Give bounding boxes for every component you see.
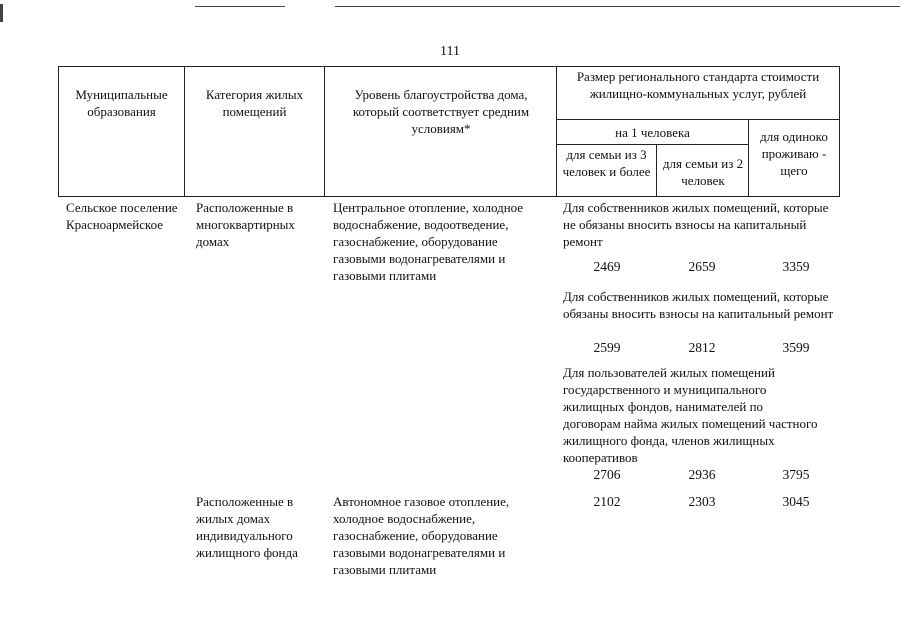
value-single: 3599 [782, 340, 810, 355]
header-amenities: Уровень благоустройства дома, который соответствует средним условиям* [352, 87, 530, 136]
group-label-owners-no-capital-repair: Для собственников жилых помещений, которые не обязаны вносить взносы на капитальный ремонт [563, 200, 829, 249]
header-municipality: Муниципальные образования [75, 87, 168, 119]
value-family3: 2706 [593, 467, 621, 482]
header-standard-size: Размер регионального стандарта стоимости жилищно-коммунальных услуг, рублей [576, 69, 820, 101]
value-family3: 2599 [593, 340, 621, 355]
value-single: 3359 [782, 259, 810, 274]
value-family2: 2303 [688, 494, 716, 509]
group-label-owners-capital-repair: Для собственников жилых помещений, которые обязаны вносить взносы на капитальный ремонт [563, 289, 834, 321]
page-number: 111 [440, 44, 460, 59]
value-single: 3045 [782, 494, 810, 509]
header-family-3: для семьи из 3 человек и более [562, 147, 651, 179]
value-family3: 2469 [593, 259, 621, 274]
scan-artifact-edge [0, 4, 3, 22]
scan-artifact-line [335, 6, 900, 7]
amenities-individual-houses: Автономное газовое отопление, холодное водоснабжение, газоснабжение, оборудование газовыми водонагревателями и газовыми плитами [333, 494, 510, 577]
value-family2: 2812 [688, 340, 716, 355]
category-apartment-buildings: Расположенные в многоквартирных домах [196, 200, 295, 249]
amenities-apartment-buildings: Центральное отопление, холодное водоснабжение, водоотведение, газоснабжение, оборудование газовыми водонагревателями и газовыми плитами [333, 200, 524, 283]
value-family2: 2936 [688, 467, 716, 482]
category-individual-houses: Расположенные в жилых домах индивидуального жилищного фонда [196, 494, 298, 560]
group-label-tenants: Для пользователей жилых помещений государственного и муниципального жилищных фондов, нанимателей по договорам найма жилых помещений частного жилищного фонда, членов жилищных кооперативов [563, 365, 818, 465]
value-family2: 2659 [688, 259, 716, 274]
value-single: 3795 [782, 467, 810, 482]
header-per-person: на 1 человека [615, 125, 690, 140]
scan-artifact-line [195, 6, 285, 7]
header-family-2: для семьи из 2 человек [662, 156, 744, 188]
value-family3: 2102 [593, 494, 621, 509]
header-category: Категория жилых помещений [205, 87, 304, 119]
municipality-name: Сельское поселение Красноармейское [66, 200, 178, 232]
header-single: для одиноко проживаю - щего [760, 129, 828, 178]
